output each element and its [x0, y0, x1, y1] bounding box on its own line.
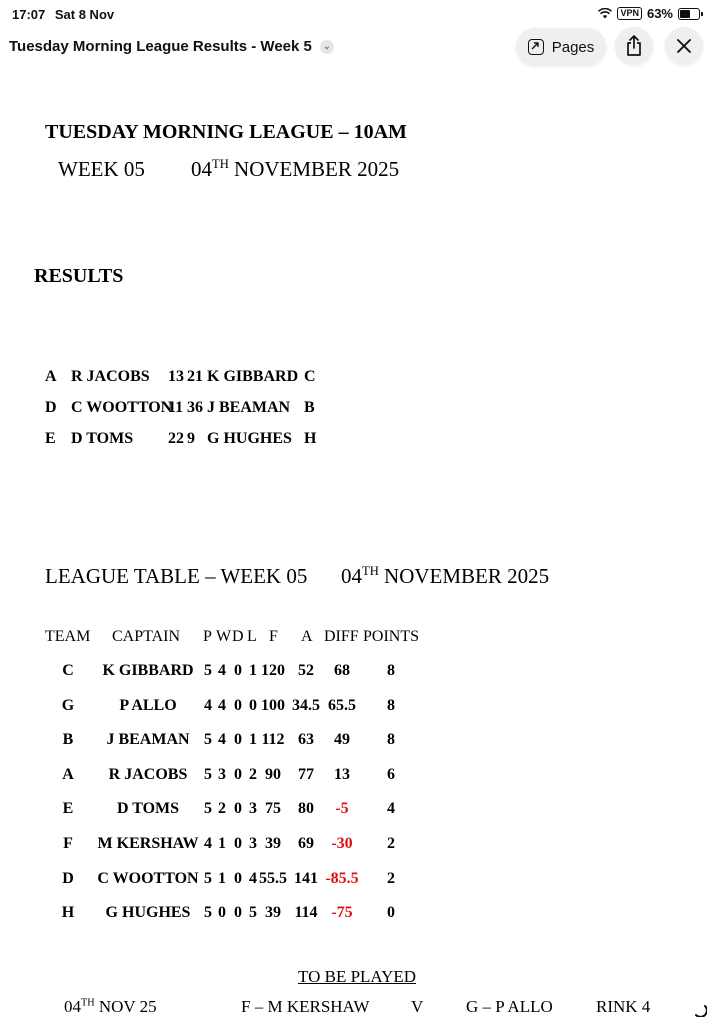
league-date-day: 04 [341, 564, 362, 588]
row-captain: M KERSHAW [97, 835, 199, 852]
row-drawn: 0 [234, 765, 242, 783]
row-lost: 1 [249, 662, 257, 679]
fixture-date-day: 04 [64, 997, 81, 1016]
week-date-rest: NOVEMBER 2025 [228, 157, 400, 181]
row-lost: 5 [249, 904, 257, 922]
row-drawn: 0 [234, 904, 242, 922]
result-captain-a: C WOOTTON [71, 399, 173, 416]
row-points: 2 [387, 835, 395, 852]
row-won: 4 [218, 662, 226, 679]
fixture-rink: RINK 4 [596, 997, 651, 1016]
row-against: 69 [298, 835, 314, 852]
fixture-away: G – P ALLO [466, 997, 553, 1016]
row-against: 34.5 [292, 696, 320, 714]
fixture-date-suffix: TH [81, 997, 95, 1009]
row-team: H [61, 904, 75, 922]
result-score-b: 36 [187, 399, 203, 416]
row-for: 90 [265, 765, 281, 783]
header-for: F [269, 628, 278, 645]
row-diff: -85.5 [325, 869, 359, 887]
week-date-day: 04 [191, 157, 212, 181]
result-team-b: C [304, 368, 316, 385]
row-team: A [62, 765, 74, 783]
results-heading: RESULTS [34, 265, 124, 287]
result-score-b: 9 [187, 430, 195, 447]
header-diff: DIFF [324, 628, 359, 645]
fixture-date-rest: NOV 25 [94, 997, 157, 1016]
pages-label: Pages [551, 38, 595, 56]
row-points: 8 [387, 662, 395, 679]
row-points: 8 [387, 696, 395, 714]
row-against: 114 [294, 904, 318, 922]
header-points: POINTS [363, 628, 420, 645]
result-captain-b: G HUGHES [207, 430, 292, 447]
row-diff: -5 [335, 800, 349, 818]
row-diff: 49 [334, 731, 350, 749]
result-team-a: A [45, 368, 57, 385]
row-against: 77 [298, 765, 314, 783]
row-drawn: 0 [234, 731, 242, 749]
result-team-b: H [304, 430, 317, 447]
row-captain: R JACOBS [108, 765, 188, 783]
row-team: D [62, 869, 74, 887]
row-for: 55.5 [259, 869, 287, 887]
row-diff: 13 [334, 765, 350, 783]
result-score-a: 22 [168, 430, 184, 447]
week-label: WEEK 05 [58, 157, 145, 181]
row-captain: G HUGHES [105, 904, 191, 922]
row-lost: 4 [249, 869, 257, 887]
row-diff: -75 [331, 904, 353, 922]
row-against: 52 [298, 662, 314, 679]
row-diff: -30 [331, 835, 353, 852]
row-team: F [63, 835, 73, 852]
row-played: 5 [204, 800, 212, 818]
row-won: 2 [218, 800, 226, 818]
row-for: 112 [261, 731, 285, 749]
result-score-b: 21 [187, 368, 203, 385]
league-table-heading: LEAGUE TABLE – WEEK 05 [45, 564, 308, 588]
result-team-a: D [45, 399, 57, 416]
row-team: C [62, 662, 74, 679]
row-against: 141 [294, 869, 318, 887]
row-played: 5 [204, 765, 212, 783]
fixture-versus: V [411, 997, 424, 1016]
result-team-b: B [304, 399, 315, 416]
battery-percent: 63% [646, 6, 673, 21]
row-captain: J BEAMAN [106, 731, 190, 749]
row-diff: 68 [334, 662, 350, 679]
vpn-badge: VPN [617, 7, 642, 20]
row-lost: 3 [249, 800, 257, 818]
row-played: 5 [204, 904, 212, 922]
header-captain: CAPTAIN [112, 628, 181, 645]
row-points: 6 [387, 765, 395, 783]
row-diff: 65.5 [328, 696, 356, 714]
row-captain: C WOOTTON [97, 869, 199, 887]
league-date-rest: NOVEMBER 2025 [378, 564, 550, 588]
row-team: B [62, 731, 74, 749]
chevron-down-icon: ⌄ [320, 40, 334, 54]
row-played: 5 [204, 662, 212, 679]
row-captain: P ALLO [119, 696, 177, 714]
row-lost: 1 [249, 731, 257, 749]
fixture-date [64, 997, 157, 1017]
row-points: 2 [387, 869, 395, 887]
status-date: Sat 8 Nov [54, 7, 115, 22]
row-team: E [62, 800, 74, 818]
row-lost: 3 [249, 835, 257, 852]
row-for: 39 [265, 904, 281, 922]
row-won: 1 [218, 835, 226, 852]
row-won: 1 [218, 869, 226, 887]
row-points: 8 [387, 731, 395, 749]
header-played: P [203, 628, 212, 645]
result-score-a: 11 [168, 399, 184, 416]
row-played: 4 [204, 835, 212, 852]
result-captain-b: J BEAMAN [207, 399, 291, 416]
result-captain-b: K GIBBARD [207, 368, 299, 385]
row-played: 5 [204, 731, 212, 749]
header-lost: L [247, 628, 257, 645]
row-drawn: 0 [234, 696, 242, 714]
row-points: 4 [387, 800, 395, 818]
row-team: G [61, 696, 75, 714]
result-team-a: E [45, 430, 56, 447]
to-be-played-heading: TO BE PLAYED [298, 967, 417, 986]
row-won: 0 [218, 904, 226, 922]
week-date [191, 157, 399, 182]
status-time: 17:07 [12, 7, 46, 22]
header-won: W [216, 628, 232, 645]
fixture-home: F – M KERSHAW [241, 997, 370, 1016]
row-drawn: 0 [234, 869, 242, 887]
row-points: 0 [387, 904, 395, 922]
row-played: 4 [204, 696, 212, 714]
row-won: 4 [218, 696, 226, 714]
result-captain-a: D TOMS [71, 430, 134, 447]
league-table-date [341, 564, 549, 589]
row-captain: D TOMS [116, 800, 180, 818]
row-for: 100 [261, 696, 285, 714]
header-drawn: D [232, 628, 244, 645]
row-for: 120 [261, 662, 285, 679]
week-date-suffix: TH [212, 157, 229, 171]
result-score-a: 13 [168, 368, 184, 385]
row-won: 4 [218, 731, 226, 749]
row-against: 80 [298, 800, 314, 818]
header-team: TEAM [45, 628, 91, 645]
league-date-suffix: TH [362, 564, 379, 578]
row-won: 3 [218, 765, 226, 783]
row-for: 75 [265, 800, 281, 818]
row-drawn: 0 [234, 662, 242, 679]
row-drawn: 0 [234, 800, 242, 818]
row-lost: 2 [249, 765, 257, 783]
row-for: 39 [265, 835, 281, 852]
document-title: Tuesday Morning League Results - Week 5 [9, 38, 312, 55]
row-against: 63 [298, 731, 314, 749]
row-captain: K GIBBARD [102, 662, 194, 679]
row-lost: 0 [249, 696, 257, 714]
header-against: A [301, 628, 313, 645]
loading-spinner-icon [693, 1003, 707, 1017]
row-drawn: 0 [234, 835, 242, 852]
result-captain-a: R JACOBS [71, 368, 150, 385]
row-played: 5 [204, 869, 212, 887]
league-heading: TUESDAY MORNING LEAGUE – 10AM [45, 121, 407, 143]
